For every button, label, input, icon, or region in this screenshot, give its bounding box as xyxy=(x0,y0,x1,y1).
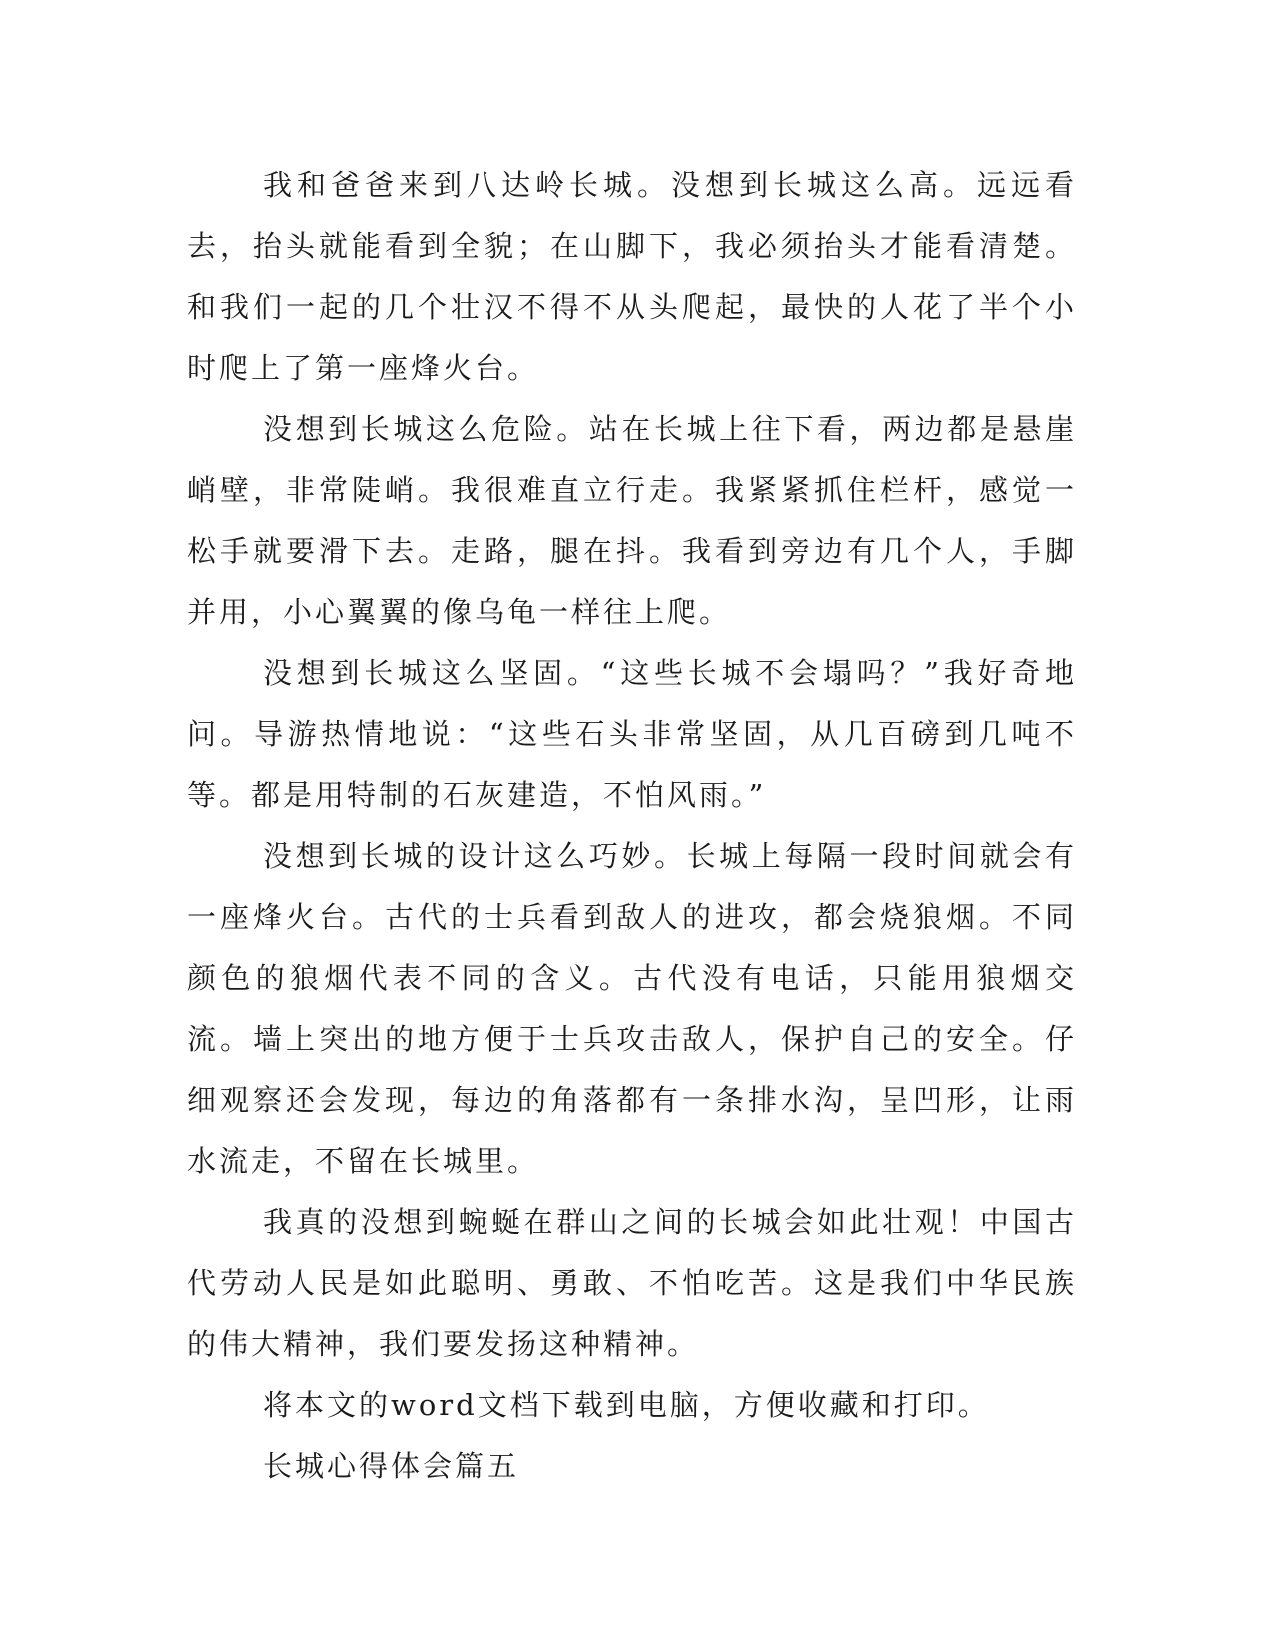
paragraph-4: 没想到长城的设计这么巧妙。长城上每隔一段时间就会有一座烽火台。古代的士兵看到敌人的进攻，都会烧狼烟。不同颜色的狼烟代表不同的含义。古代没有电话，只能用狼烟交流。墙上突出的地方便于士兵攻击敌人，保护自己的安全。仔细观察还会发现，每边的角落都有一条排水沟，呈凹形，让雨水流走，不留在长城里。 xyxy=(187,839,1077,1178)
paragraph-3: 没想到长城这么坚固。“这些长城不会塌吗？”我好奇地问。导游热情地说：“这些石头非常坚固，从几百磅到几吨不等。都是用特制的石灰建造，不怕风雨。” xyxy=(187,656,1077,812)
document-body xyxy=(187,155,1077,1497)
next-section-title: 长城心得体会篇五 xyxy=(263,1449,520,1483)
paragraph-2: 没想到长城这么危险。站在长城上往下看，两边都是悬崖峭壁，非常陡峭。我很难直立行走。我紧紧抓住栏杆，感觉一松手就要滑下去。走路，腿在抖。我看到旁边有几个人，手脚并用，小心翼翼的像乌龟一样往上爬。 xyxy=(187,412,1077,629)
paragraph-1: 我和爸爸来到八达岭长城。没想到长城这么高。远远看去，抬头就能看到全貌；在山脚下，我必须抬头才能看清楚。和我们一起的几个壮汉不得不从头爬起，最快的人花了半个小时爬上了第一座烽火台。 xyxy=(187,168,1077,385)
download-note: 将本文的word文档下载到电脑，方便收藏和打印。 xyxy=(263,1388,990,1422)
paragraph-5: 我真的没想到蜿蜒在群山之间的长城会如此壮观！中国古代劳动人民是如此聪明、勇敢、不怕吃苦。这是我们中华民族的伟大精神，我们要发扬这种精神。 xyxy=(187,1205,1077,1361)
